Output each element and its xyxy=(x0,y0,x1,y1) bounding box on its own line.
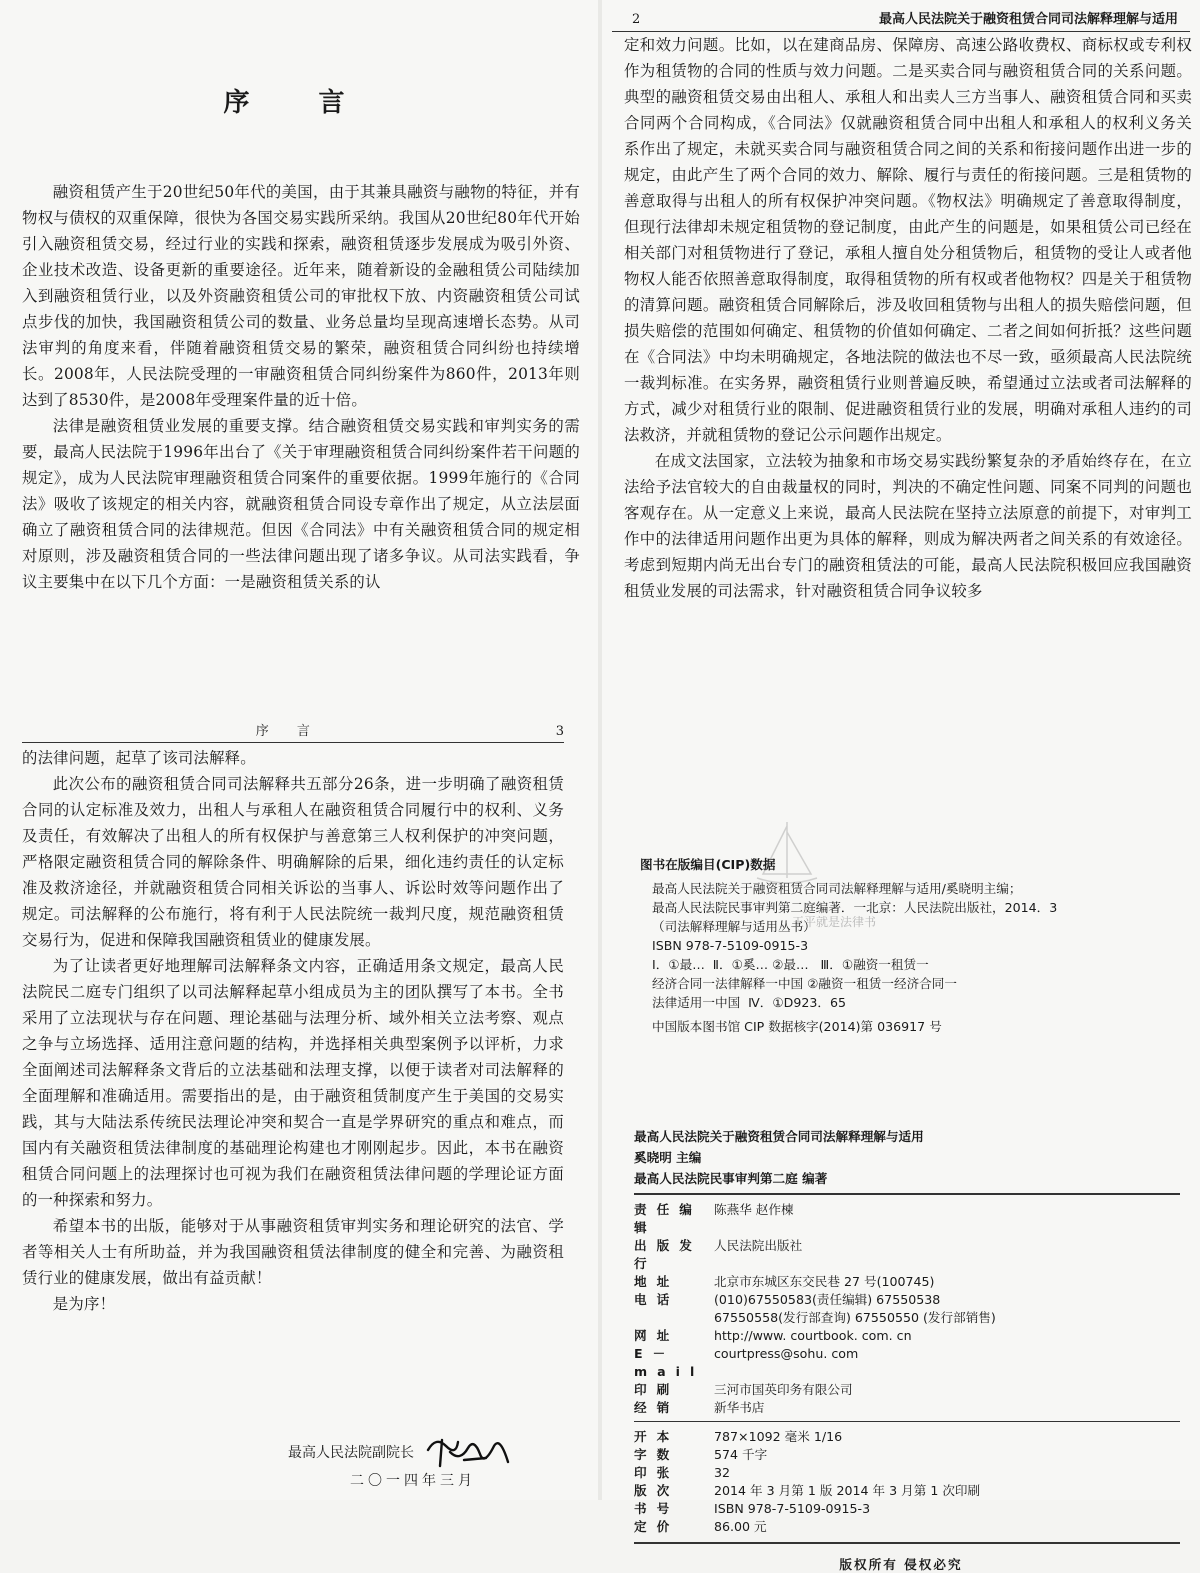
paragraph: 融资租赁产生于20世纪50年代的美国，由于其兼具融资与融物的特征，并有物权与债权的双重保障，很快为各国交易实践所采纳。我国从20世纪80年代开始引入融资租赁交易，经过行业的实践和探索，融资租赁逐步发展成为吸引外资、企业技术改造、设备更新的重要途径。近年来，随着新设的金融租赁公司陆续加入到融资租赁行业，以及外资融资租赁公司的审批权下放、内资融资租赁公司试点步伐的加快，我国融资租赁公司的数量、业务总量均呈现高速增长态势。从司法审判的角度来看，伴随着融资租赁交易的繁荣，融资租赁合同纠纷也持续增长。2008年，人民法院受理的一审融资租赁合同纠纷案件为860件，2013年则达到了8530件，是2008年受理案件量的近十倍。 xyxy=(22,183,580,409)
info-row xyxy=(634,1327,1004,1345)
paragraph: 是为序！ xyxy=(52,1295,116,1313)
publication-info-table xyxy=(634,1201,1004,1417)
info-label: 印刷 xyxy=(634,1382,680,1397)
copyright-block xyxy=(602,1100,1200,1572)
page3-body xyxy=(0,743,598,1317)
book-editor: 奚晓明 主编 xyxy=(634,1150,702,1165)
copyright-notice: 版权所有 侵权必究 xyxy=(839,1557,963,1572)
info-value: courtpress@sohu. com xyxy=(714,1346,859,1361)
info-label: 经销 xyxy=(634,1400,680,1415)
running-header xyxy=(612,8,1190,32)
running-header xyxy=(22,720,564,743)
info-value: 2014 年 3 月第 1 版 2014 年 3 月第 1 次印刷 xyxy=(714,1483,981,1498)
info-value: 新华书店 xyxy=(714,1400,765,1415)
paragraph: 的法律问题，起草了该司法解释。 xyxy=(22,749,256,767)
page-number: 3 xyxy=(555,724,564,739)
info-label xyxy=(634,1309,714,1327)
running-header-title: 序 言 xyxy=(255,724,322,739)
info-label: 书号 xyxy=(634,1501,680,1516)
info-value: 86.00 元 xyxy=(714,1519,767,1534)
preface-page-2 xyxy=(602,0,1200,818)
info-row xyxy=(634,1482,988,1500)
cip-line: 法律适用一中国 Ⅳ．①D923．65 xyxy=(652,995,847,1010)
preface-body xyxy=(0,179,598,595)
sailboat-logo-icon xyxy=(747,818,827,888)
info-value: 67550558(发行部查询) 67550550 (发行部销售) xyxy=(714,1310,996,1325)
info-value: 人民法院出版社 xyxy=(714,1238,803,1253)
paragraph: 希望本书的出版，能够对于从事融资租赁审判实务和理论研究的法官、学者等相关人士有所助益，并为我国融资租赁法律制度的健全和完善、为融资租赁行业的健康发展，做出有益贡献！ xyxy=(22,1217,564,1287)
handwritten-signature xyxy=(424,1432,514,1472)
page-number: 2 xyxy=(632,12,641,27)
info-row xyxy=(634,1428,988,1446)
paragraph: 法律是融资租赁业发展的重要支撑。结合融资租赁交易实践和审判实务的需要，最高人民法院于1996年出台了《关于审理融资租赁合同纠纷案件若干问题的规定》，成为人民法院审理融资租赁合同案件的重要依据。1999年施行的《合同法》吸收了该规定的相关内容，就融资租赁合同设专章作出了规定，从立法层面确立了融资租赁合同的法律规范。但因《合同法》中有关融资租赁合同的规定相对原则，涉及融资租赁合同的一些法律问题出现了诸多争议。从司法实践看，争议主要集中在以下几个方面：一是融资租赁关系的认 xyxy=(22,417,580,591)
paragraph: 定和效力问题。比如，以在建商品房、保障房、高速公路收费权、商标权或专利权作为租赁物的合同的性质与效力问题。二是买卖合同与融资租赁合同的关系问题。典型的融资租赁交易由出租人、承租人和出卖人三方当事人、融资租赁合同和买卖合同两个合同构成，《合同法》仅就融资租赁合同中出租人和承租人的权利义务关系作出了规定，未就买卖合同与融资租赁合同之间的关系和衔接问题作出进一步的规定，由此产生了两个合同的效力、解除、履行与责任的衔接问题。三是租赁物的善意取得与出租人的所有权保护冲突问题。《物权法》明确规定了善意取得制度，但现行法律却未规定租赁物的登记制度，由此产生的问题是，如果租赁公司已经在相关部门对租赁物进行了登记，承租人擅自处分租赁物后，租赁物的受让人或者他物权人能否依照善意取得制度，取得租赁物的所有权或者他物权？四是关于租赁物的清算问题。融资租赁合同解除后，涉及收回租赁物与出租人的损失赔偿问题，但损失赔偿的范围如何确定、租赁物的价值如何确定、二者之间如何折抵？这些问题在《合同法》中均未明确规定，各地法院的做法也不尽一致，亟须最高人民法院统一裁判标准。在实务界，融资租赁行业则普遍反映，希望通过立法或者司法解释的方式，减少对租赁行业的限制、促进融资租赁行业的发展，明确对承租人违约的司法救济，并就租赁物的登记公示问题作出规定。 xyxy=(624,36,1192,444)
info-row xyxy=(634,1345,1004,1381)
preface-page-3 xyxy=(0,712,598,1500)
info-row xyxy=(634,1518,988,1536)
info-row xyxy=(634,1500,988,1518)
paragraph: 为了让读者更好地理解司法解释条文内容，正确适用条文规定，最高人民法院民二庭专门组织了以司法解释起草小组成员为主的团队撰写了本书。全书采用了立法现状与存在问题、理论基础与法理分析、域外相关立法考察、观点之争与立场选择、适用注意问题的结构，并选择相关典型案例予以评析，力求全面阐述司法解释条文背后的立法基础和法理支撑，以便于读者对司法解释的全面理解和准确适用。需要指出的是，由于融资租赁制度产生于美国的交易实践，其与大陆法系传统民法理论冲突和契合一直是学界研究的重点和难点，而国内有关融资租赁法律制度的基础理论构建也才刚刚起步。因此，本书在融资租赁合同问题上的法理探讨也可视为我们在融资租赁法律问题的学理论证方面的一种探索和努力。 xyxy=(22,957,564,1209)
info-value: 787×1092 毫米 1/16 xyxy=(714,1429,843,1444)
book-title: 最高人民法院关于融资租赁合同司法解释理解与适用 xyxy=(634,1129,924,1144)
info-label: 开本 xyxy=(634,1429,680,1444)
info-label: 地址 xyxy=(634,1274,680,1289)
info-row xyxy=(634,1464,988,1482)
cip-line: ISBN 978-7-5109-0915-3 xyxy=(652,938,809,953)
info-value: 32 xyxy=(714,1465,731,1480)
info-row xyxy=(634,1399,1004,1417)
info-row xyxy=(634,1237,1004,1273)
cip-lines xyxy=(652,879,1200,1012)
book-specs-table xyxy=(634,1428,988,1536)
paragraph: 在成文法国家，立法较为抽象和市场交易实践纷繁复杂的矛盾始终存在，在立法给予法官较大的自由裁量权的同时，判决的不确定性问题、同案不同判的问题也客观存在。从一定意义上来说，最高人民法院在坚持立法原意的前提下，对审判工作中的法律适用问题作出更为具体的解释，则成为解决两者之间关系的有效途径。考虑到短期内尚无出台专门的融资租赁法的可能，最高人民法院积极回应我国融资租赁业发展的司法需求，针对融资租赁合同争议较多 xyxy=(624,452,1192,600)
info-row xyxy=(634,1381,1004,1399)
info-row xyxy=(634,1309,1004,1327)
cip-line: 最高人民法院关于融资租赁合同司法解释理解与适用/奚晓明主编； xyxy=(652,881,1022,896)
watermark-text: 王平就是法律书 xyxy=(792,915,877,929)
info-label: 定价 xyxy=(634,1519,680,1534)
info-value: 574 千字 xyxy=(714,1447,768,1462)
divider xyxy=(634,1542,1180,1544)
info-value: 北京市东城区东交民巷 27 号(100745) xyxy=(714,1274,935,1289)
info-label: 电话 xyxy=(634,1292,680,1307)
divider xyxy=(634,1193,1180,1195)
cip-number: 中国版本图书馆 CIP 数据核字(2014)第 036917 号 xyxy=(652,1019,942,1034)
signature-title: 最高人民法院副院长 xyxy=(288,1445,414,1461)
preface-date: 二〇一四年三月 xyxy=(350,1473,476,1489)
signature-block xyxy=(288,1432,514,1472)
cip-line: 最高人民法院民事审判第二庭编著．一北京：人民法院出版社，2014．3 xyxy=(652,900,1058,915)
info-row xyxy=(634,1291,1004,1309)
info-label: 网址 xyxy=(634,1328,680,1343)
cip-data-block xyxy=(602,818,1200,1100)
info-row xyxy=(634,1201,1004,1237)
cip-line: Ⅰ．①最… Ⅱ．①奚… ②最… Ⅲ．①融资一租赁一 xyxy=(652,957,929,972)
preface-page-1 xyxy=(0,0,598,712)
info-label: 责任编辑 xyxy=(634,1202,702,1235)
info-label: 字数 xyxy=(634,1447,680,1462)
divider xyxy=(634,1421,1180,1422)
info-row xyxy=(634,1446,988,1464)
paragraph: 此次公布的融资租赁合同司法解释共五部分26条，进一步明确了融资租赁合同的认定标准及效力，出租人与承租人在融资租赁合同履行中的权利、义务及责任，有效解决了出租人的所有权保护与善意第三人权利保护的冲突问题，严格限定融资租赁合同的解除条件、明确解除的后果，细化违约责任的认定标准及救济途径，并就融资租赁合同相关诉讼的当事人、诉讼时效等问题作出了规定。司法解释的公布施行，将有利于人民法院统一裁判尺度，规范融资租赁交易行为，促进和保障我国融资租赁业的健康发展。 xyxy=(22,775,564,949)
info-label: 印张 xyxy=(634,1465,680,1480)
info-row xyxy=(634,1273,1004,1291)
page-title: 序 言 xyxy=(223,88,375,118)
info-label: 出版发行 xyxy=(634,1238,702,1271)
page2-body xyxy=(602,32,1200,604)
info-label: E－mail xyxy=(634,1346,705,1379)
running-header-title: 最高人民法院关于融资租赁合同司法解释理解与适用 xyxy=(878,12,1178,27)
info-value: (010)67550583(责任编辑) 67550538 xyxy=(714,1292,941,1307)
book-compiler: 最高人民法院民事审判第二庭 编著 xyxy=(634,1171,828,1186)
cip-line: 经济合同一法律解释一中国 ②融资一租赁一经济合同一 xyxy=(652,976,957,991)
info-value: 陈燕华 赵作楝 xyxy=(714,1202,794,1217)
info-label: 版次 xyxy=(634,1483,680,1498)
cip-heading: 图书在版编目(CIP)数据 xyxy=(640,857,776,872)
info-value: 三河市国英印务有限公司 xyxy=(714,1382,853,1397)
info-value: ISBN 978-7-5109-0915-3 xyxy=(714,1501,871,1516)
info-value: http://www. courtbook. com. cn xyxy=(714,1328,912,1343)
cip-line: （司法解释理解与适用丛书） xyxy=(652,919,816,934)
